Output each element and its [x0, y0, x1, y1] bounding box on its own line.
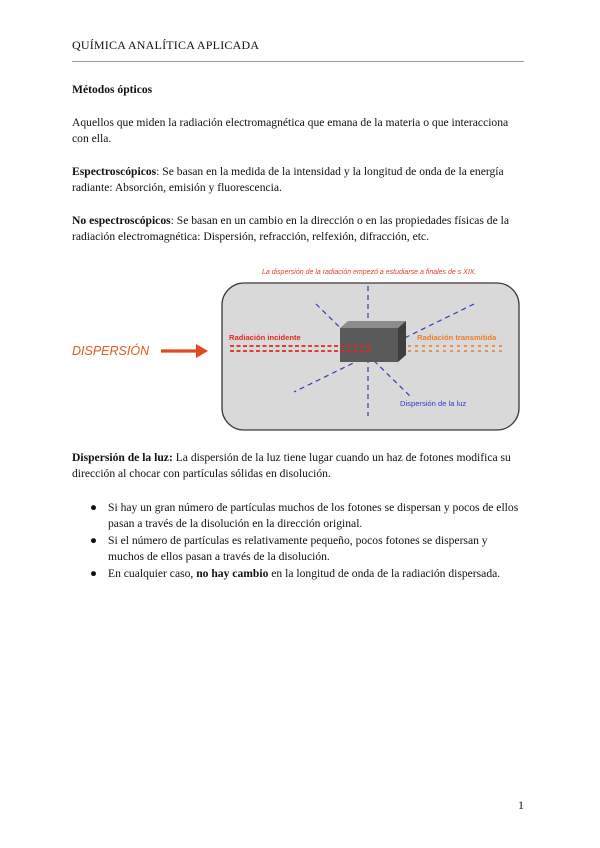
bullet-text-before: En cualquier caso, [108, 566, 197, 580]
page-number: 1 [518, 798, 524, 812]
bullet-text: Si hay un gran número de partículas muchos de los fotones se dispersan y pocos de ellos pasan a través de la disolución en la dirección original. [108, 500, 519, 530]
list-item [72, 500, 524, 533]
document-body [72, 82, 524, 582]
page-header-title: QUÍMICA ANALÍTICA APLICADA [72, 38, 260, 52]
figure-caption: La dispersión de la radiación empezó a estudiarse a finales de s XIX. [262, 268, 477, 276]
non-spectroscopic-paragraph [72, 213, 524, 246]
scattering-bullet-list [72, 500, 524, 583]
incident-radiation-label: Radiación incidente [229, 332, 301, 342]
spectroscopic-term: Espectroscópicos [72, 164, 157, 178]
section-title: Métodos ópticos [72, 83, 153, 96]
dispersion-diagram [72, 262, 524, 434]
transmitted-radiation-label: Radiación transmitida [417, 332, 497, 342]
light-scattering-text: La dispersión de la luz tiene lugar cuando un haz de fotones modifica su dirección al chocar con partículas sólidas en disolución. [72, 450, 511, 480]
non-spectroscopic-term: No espectroscópicos [72, 213, 171, 227]
bullet-text: Si el número de partículas es relativamente pequeño, pocos fotones se dispersan y muchos de ellos pasan a través de la disolución. [108, 533, 488, 563]
bullet-icon: ● [90, 533, 98, 547]
light-scattering-label: Dispersión de la luz [400, 398, 467, 408]
list-item [72, 533, 524, 566]
bullet-text-bold: no hay cambio [196, 566, 269, 580]
right-arrow-icon [161, 344, 208, 358]
spectroscopic-paragraph [72, 164, 524, 197]
dispersion-side-label: DISPERSIÓN [72, 343, 150, 358]
bullet-text-after: en la longitud de onda de la radiación dispersada. [268, 566, 501, 580]
light-scattering-paragraph [72, 450, 524, 483]
light-scattering-term: Dispersión de la luz: [72, 450, 173, 464]
intro-paragraph: Aquellos que miden la radiación electromagnética que emana de la materia o que interacciona con ella. [72, 115, 509, 145]
bullet-icon: ● [90, 566, 98, 580]
non-spectroscopic-text: : Se basan en un cambio en la dirección o en las propiedades físicas de la radiación electromagnética: Dispersión, refracción, relfexión, difracción, etc. [72, 213, 509, 243]
bullet-icon: ● [90, 500, 98, 514]
header-divider [72, 61, 524, 62]
list-item [72, 566, 524, 583]
dispersion-figure [72, 262, 524, 434]
sample-block [340, 321, 406, 362]
spectroscopic-text: : Se basan en la medida de la intensidad y la longitud de onda de la energía radiante: Absorción, emisión y fluorescencia. [72, 164, 504, 194]
